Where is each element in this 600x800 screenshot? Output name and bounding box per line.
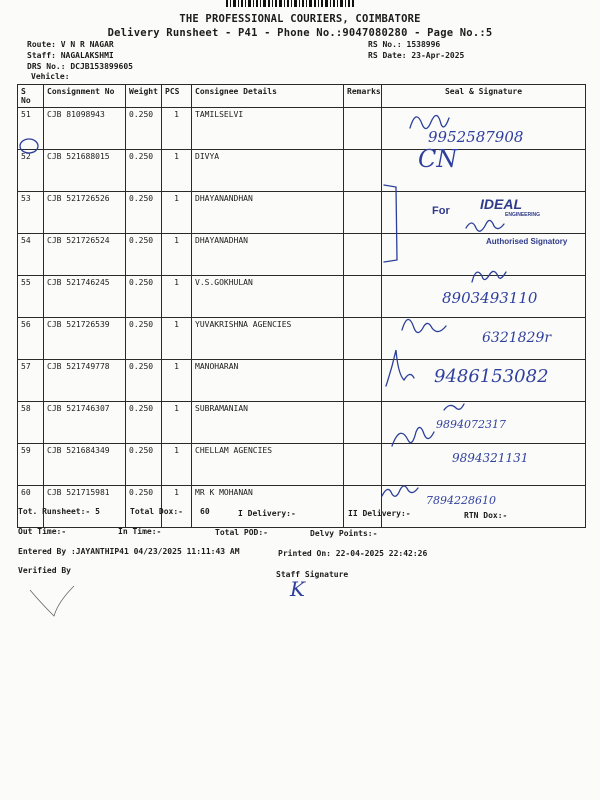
cell-consignee: MANOHARAN bbox=[192, 360, 344, 402]
route-label: Route: V N R NAGAR bbox=[27, 40, 114, 49]
cell-consignment: CJB 521746307 bbox=[44, 402, 126, 444]
column-header: PCS bbox=[162, 85, 192, 108]
column-header: Consignment No bbox=[44, 85, 126, 108]
rtn-dox: RTN Dox:- bbox=[464, 511, 508, 520]
company-title: THE PROFESSIONAL COURIERS, COIMBATORE bbox=[179, 13, 421, 25]
cell-weight: 0.250 bbox=[126, 486, 162, 528]
signature-scribble bbox=[466, 220, 504, 231]
stamp-brand: IDEAL bbox=[480, 196, 522, 212]
company-stamp bbox=[432, 196, 568, 246]
cell-pcs: 1 bbox=[162, 402, 192, 444]
cell-sno: 56 bbox=[18, 318, 44, 360]
cell-sno: 55 bbox=[18, 276, 44, 318]
phone-handwritten: 9486153082 bbox=[434, 366, 549, 387]
cell-weight: 0.250 bbox=[126, 150, 162, 192]
stamp-signatory: Authorised Signatory bbox=[486, 237, 568, 246]
cell-weight: 0.250 bbox=[126, 402, 162, 444]
check-scribble bbox=[30, 586, 74, 616]
column-header: Remarks bbox=[344, 85, 382, 108]
cell-pcs: 1 bbox=[162, 360, 192, 402]
total-dox-label: Total Dox:- bbox=[130, 507, 183, 516]
cell-consignee: DIVYA bbox=[192, 150, 344, 192]
cell-pcs: 1 bbox=[162, 150, 192, 192]
cell-sno: 58 bbox=[18, 402, 44, 444]
cell-weight: 0.250 bbox=[126, 234, 162, 276]
cell-consignment: CJB 521749778 bbox=[44, 360, 126, 402]
cell-sno: 52 bbox=[18, 150, 44, 192]
signature-scribble bbox=[382, 486, 418, 496]
cell-sno: 53 bbox=[18, 192, 44, 234]
tot-runsheet: Tot. Runsheet:- 5 bbox=[18, 507, 100, 516]
cell-weight: 0.250 bbox=[126, 276, 162, 318]
phone-handwritten: 6321829r bbox=[482, 330, 552, 346]
verified-by: Verified By bbox=[18, 566, 71, 575]
drs-label: DRS No.: DCJB153899605 bbox=[27, 62, 133, 71]
out-time: Out Time:- bbox=[18, 527, 67, 536]
circle-mark bbox=[20, 139, 38, 153]
cell-weight: 0.250 bbox=[126, 192, 162, 234]
cell-consignment: CJB 81098943 bbox=[44, 108, 126, 150]
cell-consignment: CJB 521746245 bbox=[44, 276, 126, 318]
staff-signature-label: Staff Signature bbox=[276, 570, 349, 579]
phone-handwritten: 8903493110 bbox=[442, 289, 538, 307]
in-time: In Time:- bbox=[118, 527, 162, 536]
cell-weight: 0.250 bbox=[126, 108, 162, 150]
cell-consignment: CJB 521688015 bbox=[44, 150, 126, 192]
cell-pcs: 1 bbox=[162, 276, 192, 318]
signature-scribble bbox=[402, 319, 446, 332]
signature-scribble bbox=[386, 350, 414, 386]
cell-consignee: TAMILSELVI bbox=[192, 108, 344, 150]
phone-handwritten: 9894072317 bbox=[436, 418, 506, 431]
initials-handwritten: CN bbox=[418, 145, 458, 173]
i-delivery: I Delivery:- bbox=[238, 509, 296, 518]
cell-pcs: 1 bbox=[162, 444, 192, 486]
entered-by: Entered By :JAYANTHIP41 04/23/2025 11:11:43 AM bbox=[18, 547, 240, 556]
vehicle-label: Vehicle: bbox=[31, 72, 70, 81]
cell-consignee: YUVAKRISHNA AGENCIES bbox=[192, 318, 344, 360]
cell-pcs: 1 bbox=[162, 318, 192, 360]
stamp-sub: ENGINEERING bbox=[505, 212, 541, 218]
cell-pcs: 1 bbox=[162, 192, 192, 234]
printed-on: Printed On: 22-04-2025 22:42:26 bbox=[278, 549, 428, 558]
cell-weight: 0.250 bbox=[126, 360, 162, 402]
cell-consignment: CJB 521726526 bbox=[44, 192, 126, 234]
cell-consignee: SUBRAMANIAN bbox=[192, 402, 344, 444]
cell-consignment: CJB 521726524 bbox=[44, 234, 126, 276]
cell-consignment: CJB 521684349 bbox=[44, 444, 126, 486]
cell-consignee: DHAYANANDHAN bbox=[192, 192, 344, 234]
cell-consignee: DHAYANADHAN bbox=[192, 234, 344, 276]
total-pod: Total POD:- bbox=[215, 528, 268, 537]
cell-consignee: CHELLAM AGENCIES bbox=[192, 444, 344, 486]
cell-consignee: MR K MOHANAN bbox=[192, 486, 344, 528]
column-header: Weight bbox=[126, 85, 162, 108]
staff-initial-handwritten: K bbox=[290, 577, 305, 601]
staff-label: Staff: NAGALAKSHMI bbox=[27, 51, 114, 60]
cell-weight: 0.250 bbox=[126, 318, 162, 360]
phone-handwritten: 7894228610 bbox=[426, 494, 496, 507]
cell-pcs: 1 bbox=[162, 234, 192, 276]
rs-number: RS No.: 1538996 bbox=[368, 40, 441, 49]
phone-handwritten: 9952587908 bbox=[428, 128, 524, 146]
column-header: S No bbox=[18, 85, 44, 108]
cell-consignee: V.S.GOKHULAN bbox=[192, 276, 344, 318]
delvy-points: Delvy Points:- bbox=[310, 529, 378, 538]
bracket-mark bbox=[384, 185, 397, 262]
cell-sno: 51 bbox=[18, 108, 44, 150]
cell-pcs: 1 bbox=[162, 486, 192, 528]
cell-sno: 60 bbox=[18, 486, 44, 528]
cell-consignment: CJB 521726539 bbox=[44, 318, 126, 360]
signature-scribble bbox=[410, 115, 449, 128]
rs-date: RS Date: 23-Apr-2025 bbox=[368, 51, 465, 60]
cell-sno: 54 bbox=[18, 234, 44, 276]
column-header: Seal & Signature bbox=[382, 85, 586, 108]
cell-sno: 57 bbox=[18, 360, 44, 402]
runsheet-subtitle: Delivery Runsheet - P41 - Phone No.:9047080280 - Page No.:5 bbox=[107, 27, 493, 39]
cell-pcs: 1 bbox=[162, 108, 192, 150]
ii-delivery: II Delivery:- bbox=[348, 509, 411, 518]
cell-sno: 59 bbox=[18, 444, 44, 486]
signature-scribble bbox=[444, 404, 464, 410]
column-header: Consignee Details bbox=[192, 85, 344, 108]
signature-scribble bbox=[392, 427, 434, 446]
cell-weight: 0.250 bbox=[126, 444, 162, 486]
signature-scribble bbox=[472, 271, 506, 282]
total-dox-value: 60 bbox=[200, 507, 210, 516]
stamp-for: For bbox=[432, 205, 450, 217]
phone-handwritten: 9894321131 bbox=[452, 451, 529, 465]
cell-consignment: CJB 521715981 bbox=[44, 486, 126, 528]
